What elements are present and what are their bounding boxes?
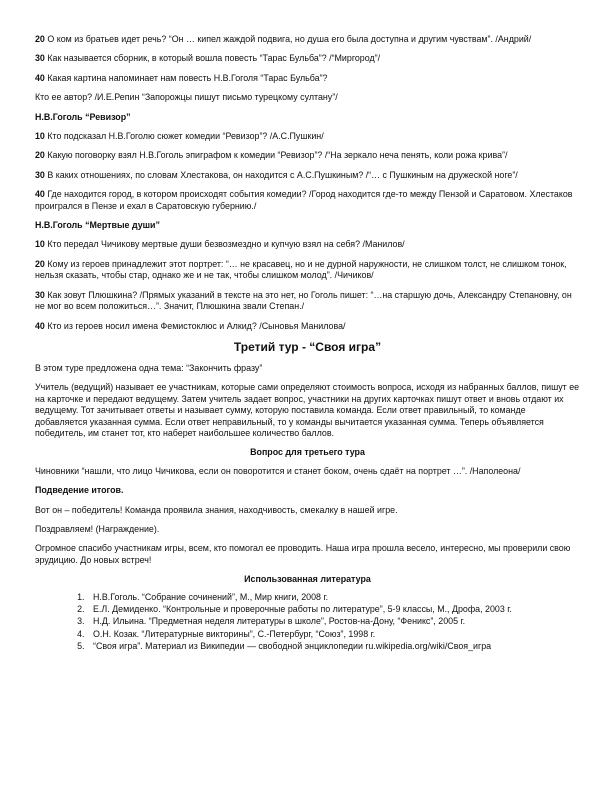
reference-item: 4. О.Н. Козак. “Литературные викторины”, С.-Петербург, “Союз”, 1998 г.	[87, 629, 580, 640]
question-text: Как зовут Плюшкина? /Прямых указаний в тексте на это нет, но Гоголь пишет: “…на старшую дочь, Александру Степановну, он не мог во всем положиться…”. Значит, Плюшкина звали Степан./	[35, 289, 572, 312]
summary-heading: Подведение итогов.	[35, 485, 124, 496]
question-item	[35, 131, 580, 142]
question-item	[35, 239, 580, 250]
reference-item: 2. Е.Л. Демиденко. “Контрольные и проверочные работы по литературе”, 5-9 классы, М., Дрофа, 2003 г.	[87, 604, 580, 615]
question-item	[35, 53, 580, 64]
question-item	[35, 321, 580, 332]
question-points: 40	[35, 72, 45, 83]
question-points: 40	[35, 320, 45, 331]
reference-item: 3. Н.Д. Ильина. “Предметная неделя литературы в школе”, Ростов-на-Дону, “Феникс”, 2005 г.	[87, 616, 580, 627]
question-text: Какую поговорку взял Н.В.Гоголь эпиграфом к комедии “Ревизор”? /“На зеркало неча пенять, коли рожа крива”/	[44, 150, 508, 161]
question-text: Кому из героев принадлежит этот портрет: “… не красавец, но и не дурной наружности, не слишком толст, не слишком тонок, нельзя сказать, чтобы стар, однако же и не так, чтобы слишком молод”. /Чичиков/	[35, 258, 567, 281]
question-text: В каких отношениях, по словам Хлестакова, он находится с А.С.Пушкиным? /“… с Пушкиным на дружеской ноге”/	[44, 169, 518, 180]
question-item	[35, 290, 580, 313]
question-points: 30	[35, 289, 45, 300]
question-item	[35, 150, 580, 161]
question-text: Кто подсказал Н.В.Гоголю сюжет комедии “Ревизор”? /А.С.Пушкин/	[44, 131, 324, 142]
section-heading-revizor: Н.В.Гоголь “Ревизор”	[35, 111, 131, 122]
question-points: 20	[35, 258, 45, 269]
question-text: О ком из братьев идет речь? “Он … кипел жаждой подвига, но душа его была доступна и другим чувствам”. /Андрий/	[44, 34, 532, 44]
reference-item: 1. Н.В.Гоголь. “Собрание сочинений”, М., Мир книги, 2008 г.	[87, 592, 580, 603]
question-text-third-tour: Чиновники “нашли, что лицо Чичикова, если он поворотится и станет боком, очень сдаёт на портрет …”. /Наполеона/	[35, 465, 521, 476]
question-item	[35, 73, 580, 84]
question-text: Какая картина напоминает нам повесть Н.В.Гоголя “Тарас Бульба”?	[44, 72, 328, 83]
question-text: Как называется сборник, в который вошла повесть “Тарас Бульба”? /“Миргород”/	[44, 53, 381, 64]
question-points: 30	[35, 169, 45, 180]
question-text: Кто из героев носил имена Фемистоклюс и Алкид? /Сыновья Манилова/	[44, 320, 346, 331]
question-points: 20	[35, 34, 45, 44]
references-heading: Использованная литература	[244, 574, 371, 585]
question-points: 40	[35, 189, 45, 200]
summary-paragraph: Поздравляем! (Награждение).	[35, 523, 160, 534]
references-list	[35, 592, 580, 653]
question-answer: Кто ее автор? /И.Е.Репин “Запорожцы пишут письмо турецкому султану”/	[35, 92, 338, 103]
question-text: Где находится город, в котором происходят события комедии? /Город находится где-то между Пензой и Саратовом. Хлестаков проигрался в Пензе и ехал в Саратовскую губернию./	[35, 189, 573, 211]
question-points: 20	[35, 150, 45, 161]
question-item	[35, 259, 580, 282]
question-points: 10	[35, 239, 45, 250]
section-heading-dead-souls: Н.В.Гоголь “Мертвые души”	[35, 220, 160, 231]
question-item	[35, 170, 580, 181]
tour-rules: Учитель (ведущий) называет ее участникам, которые сами определяют стоимость вопроса, исходя из набранных баллов, пишут ее на карточке и передают ведущему. Затем учитель задает вопрос, участники на других карточках пишут ответ и вновь отдают их ведущему. Тот зачитывает ответы и называет сумму, которую поставила команда. Если ответ правильный, то команде добавляется указанная сумма. Если ответ неправильный, то у команды вычитается указанная сумма. Теперь объявляется победитель, им станет тот, кто наберет наибольшее количество баллов.	[35, 382, 580, 438]
summary-paragraph: Вот он – победитель! Команда проявила знания, находчивость, смекалку в нашей игре.	[35, 504, 398, 515]
document-page	[35, 34, 580, 654]
tour-intro: В этом туре предложена одна тема: “Закончить фразу”	[35, 362, 263, 373]
question-points: 30	[35, 53, 45, 64]
tour-title: Третий тур - “Своя игра”	[233, 339, 382, 354]
summary-paragraph: Огромное спасибо участникам игры, всем, кто помогал ее проводить. Наша игра прошла весело, интересно, мы проверили свою эрудицию. До новых встреч!	[35, 543, 571, 565]
question-text: Кто передал Чичикову мертвые души безвозмездно и купчую взял на себя? /Манилов/	[44, 239, 405, 250]
question-points: 10	[35, 131, 45, 142]
question-heading: Вопрос для третьего тура	[250, 447, 365, 458]
question-item	[35, 189, 580, 212]
reference-item: 5. “Своя игра”. Материал из Википедии — свободной энциклопедии ru.wikipedia.org/wiki/Своя_игра	[87, 641, 580, 652]
question-item	[35, 34, 580, 45]
